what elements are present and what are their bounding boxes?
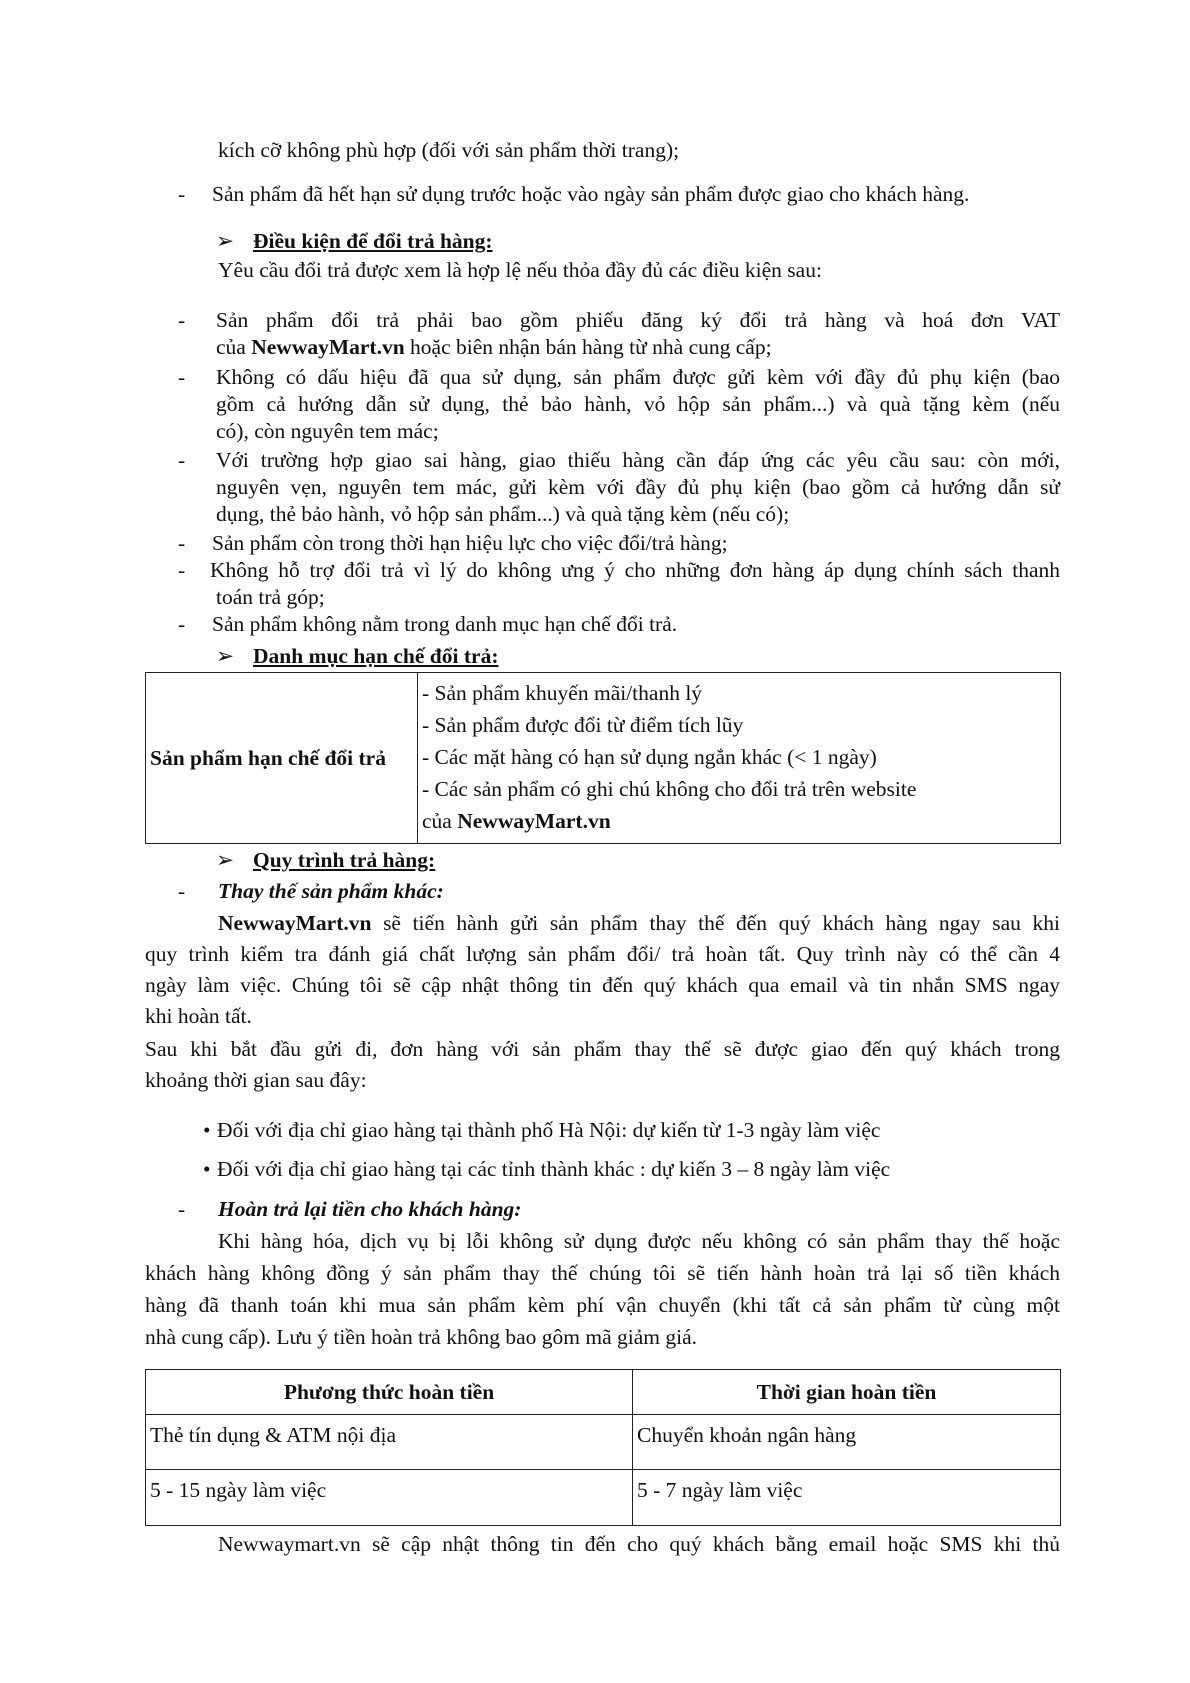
list-item: Không có dấu hiệu đã qua sử dụng, sản phẩm được gửi kèm với đầy đủ phụ kiện (bao — [216, 365, 1060, 389]
subsection-heading: Hoàn trả lại tiền cho khách hàng: — [218, 1197, 522, 1221]
table-items-cell — [418, 673, 1061, 844]
list-item-cont: nguyên vẹn, nguyên tem mác, gửi kèm với đầy đủ phụ kiện (bao gồm cả hướng dẫn sử — [216, 475, 1060, 499]
restricted-products-table — [145, 672, 1061, 844]
arrow-bullet-icon: ➢ — [216, 644, 235, 668]
table-label-cell: Sản phẩm hạn chế đổi trả — [146, 673, 418, 844]
bullet-dot: • — [203, 1118, 211, 1142]
list-item: Với trường hợp giao sai hàng, giao thiếu hàng cần đáp ứng các yêu cầu sau: còn mới, — [216, 448, 1060, 472]
paragraph-line: ngày làm việc. Chúng tôi sẽ cập nhật thông tin đến quý khách qua email và tin nhắn SMS ngay — [145, 973, 1060, 997]
list-item: Sản phẩm không nằm trong danh mục hạn chế đổi trả. — [212, 612, 678, 636]
paragraph-line: nhà cung cấp). Lưu ý tiền hoàn trả không bao gôm mã giảm giá. — [145, 1325, 697, 1349]
list-dash: - — [178, 879, 186, 903]
table-item: - Sản phẩm khuyến mãi/thanh lý — [422, 681, 703, 705]
paragraph-line: khoảng thời gian sau đây: — [145, 1068, 367, 1092]
list-dash: - — [178, 612, 186, 636]
table-cell: 5 - 15 ngày làm việc — [146, 1470, 633, 1526]
brand-name: NewwayMart.vn — [457, 809, 611, 833]
paragraph-line: Khi hàng hóa, dịch vụ bị lỗi không sử dụng được nếu không có sản phẩm thay thế hoặc — [218, 1229, 1060, 1253]
paragraph-line: khi hoàn tất. — [145, 1004, 252, 1028]
paragraph-line: Newwaymart.vn sẽ cập nhật thông tin đến cho quý khách bằng email hoặc SMS khi thủ — [218, 1532, 1060, 1556]
paragraph-line: quy trình kiểm tra đánh giá chất lượng sản phẩm đổi/ trả hoàn tất. Quy trình này có thể cần 4 — [145, 942, 1060, 966]
table-item: - Các mặt hàng có hạn sử dụng ngắn khác (< 1 ngày) — [422, 745, 877, 769]
brand-name: NewwayMart.vn — [218, 911, 372, 935]
table-item: của NewwayMart.vn — [422, 809, 611, 833]
list-dash: - — [178, 182, 186, 206]
list-dash: - — [178, 531, 186, 555]
list-item: Không hỗ trợ đổi trả vì lý do không ưng ý cho những đơn hàng áp dụng chính sách thanh — [210, 558, 1060, 582]
section-heading: Danh mục hạn chế đổi trả: — [253, 644, 499, 668]
section-heading: Điều kiện để đổi trả hàng: — [253, 229, 493, 253]
arrow-bullet-icon: ➢ — [216, 229, 235, 253]
bullet-dot: • — [203, 1157, 211, 1181]
subsection-heading: Thay thế sản phẩm khác: — [218, 879, 444, 903]
table-cell: Thẻ tín dụng & ATM nội địa — [146, 1415, 633, 1470]
list-item-cont: gồm cả hướng dẫn sử dụng, thẻ bảo hành, vỏ hộp sản phẩm...) và quà tặng kèm (nếu — [216, 392, 1060, 416]
list-item-cont: toán trả góp; — [216, 585, 325, 609]
table-cell: 5 - 7 ngày làm việc — [633, 1470, 1061, 1526]
paragraph-line: Yêu cầu đổi trả được xem là hợp lệ nếu thỏa đầy đủ các điều kiện sau: — [218, 258, 822, 282]
list-item-cont: có), còn nguyên tem mác; — [216, 419, 439, 443]
table-cell: Chuyển khoản ngân hàng — [633, 1415, 1061, 1470]
list-item: Sản phẩm còn trong thời hạn hiệu lực cho việc đổi/trả hàng; — [212, 531, 728, 555]
bullet-item: Đối với địa chỉ giao hàng tại thành phố Hà Nội: dự kiến từ 1-3 ngày làm việc — [217, 1118, 881, 1142]
list-dash: - — [178, 365, 186, 389]
list-dash: - — [178, 448, 186, 472]
paragraph-line: kích cỡ không phù hợp (đối với sản phẩm thời trang); — [218, 138, 680, 162]
brand-name: NewwayMart.vn — [251, 335, 405, 359]
table-header-cell: Phương thức hoàn tiền — [146, 1370, 633, 1415]
list-item: Sản phẩm đổi trả phải bao gồm phiếu đăng ký đổi trả hàng và hoá đơn VAT — [216, 308, 1060, 332]
list-item-cont: dụng, thẻ bảo hành, vỏ hộp sản phẩm...) và quà tặng kèm (nếu có); — [216, 502, 790, 526]
paragraph-line: hàng đã thanh toán khi mua sản phẩm kèm phí vận chuyển (khi tất cả sản phẩm từ cùng một — [145, 1293, 1060, 1317]
table-header-cell: Thời gian hoàn tiền — [633, 1370, 1061, 1415]
list-dash: - — [178, 308, 186, 332]
paragraph-line: NewwayMart.vn sẽ tiến hành gửi sản phẩm thay thế đến quý khách hàng ngay sau khi — [218, 911, 1060, 935]
paragraph-line: khách hàng không đồng ý sản phẩm thay thế chúng tôi sẽ tiến hành hoàn trả lại số tiền khách — [145, 1261, 1060, 1285]
table-item: - Sản phẩm được đổi từ điểm tích lũy — [422, 713, 744, 737]
table-item: - Các sản phẩm có ghi chú không cho đổi trả trên website — [422, 777, 917, 801]
arrow-bullet-icon: ➢ — [216, 848, 235, 872]
list-dash: - — [178, 1197, 186, 1221]
section-heading: Quy trình trả hàng: — [253, 848, 436, 872]
paragraph-line: Sau khi bắt đầu gửi đi, đơn hàng với sản phẩm thay thế sẽ được giao đến quý khách trong — [145, 1037, 1060, 1061]
list-item-cont: của NewwayMart.vn hoặc biên nhận bán hàng từ nhà cung cấp; — [216, 335, 772, 359]
bullet-item: Đối với địa chỉ giao hàng tại các tỉnh thành khác : dự kiến 3 – 8 ngày làm việc — [217, 1157, 891, 1181]
refund-table — [145, 1369, 1061, 1526]
list-item: Sản phẩm đã hết hạn sử dụng trước hoặc vào ngày sản phẩm được giao cho khách hàng. — [212, 182, 970, 206]
list-dash: - — [178, 558, 186, 582]
